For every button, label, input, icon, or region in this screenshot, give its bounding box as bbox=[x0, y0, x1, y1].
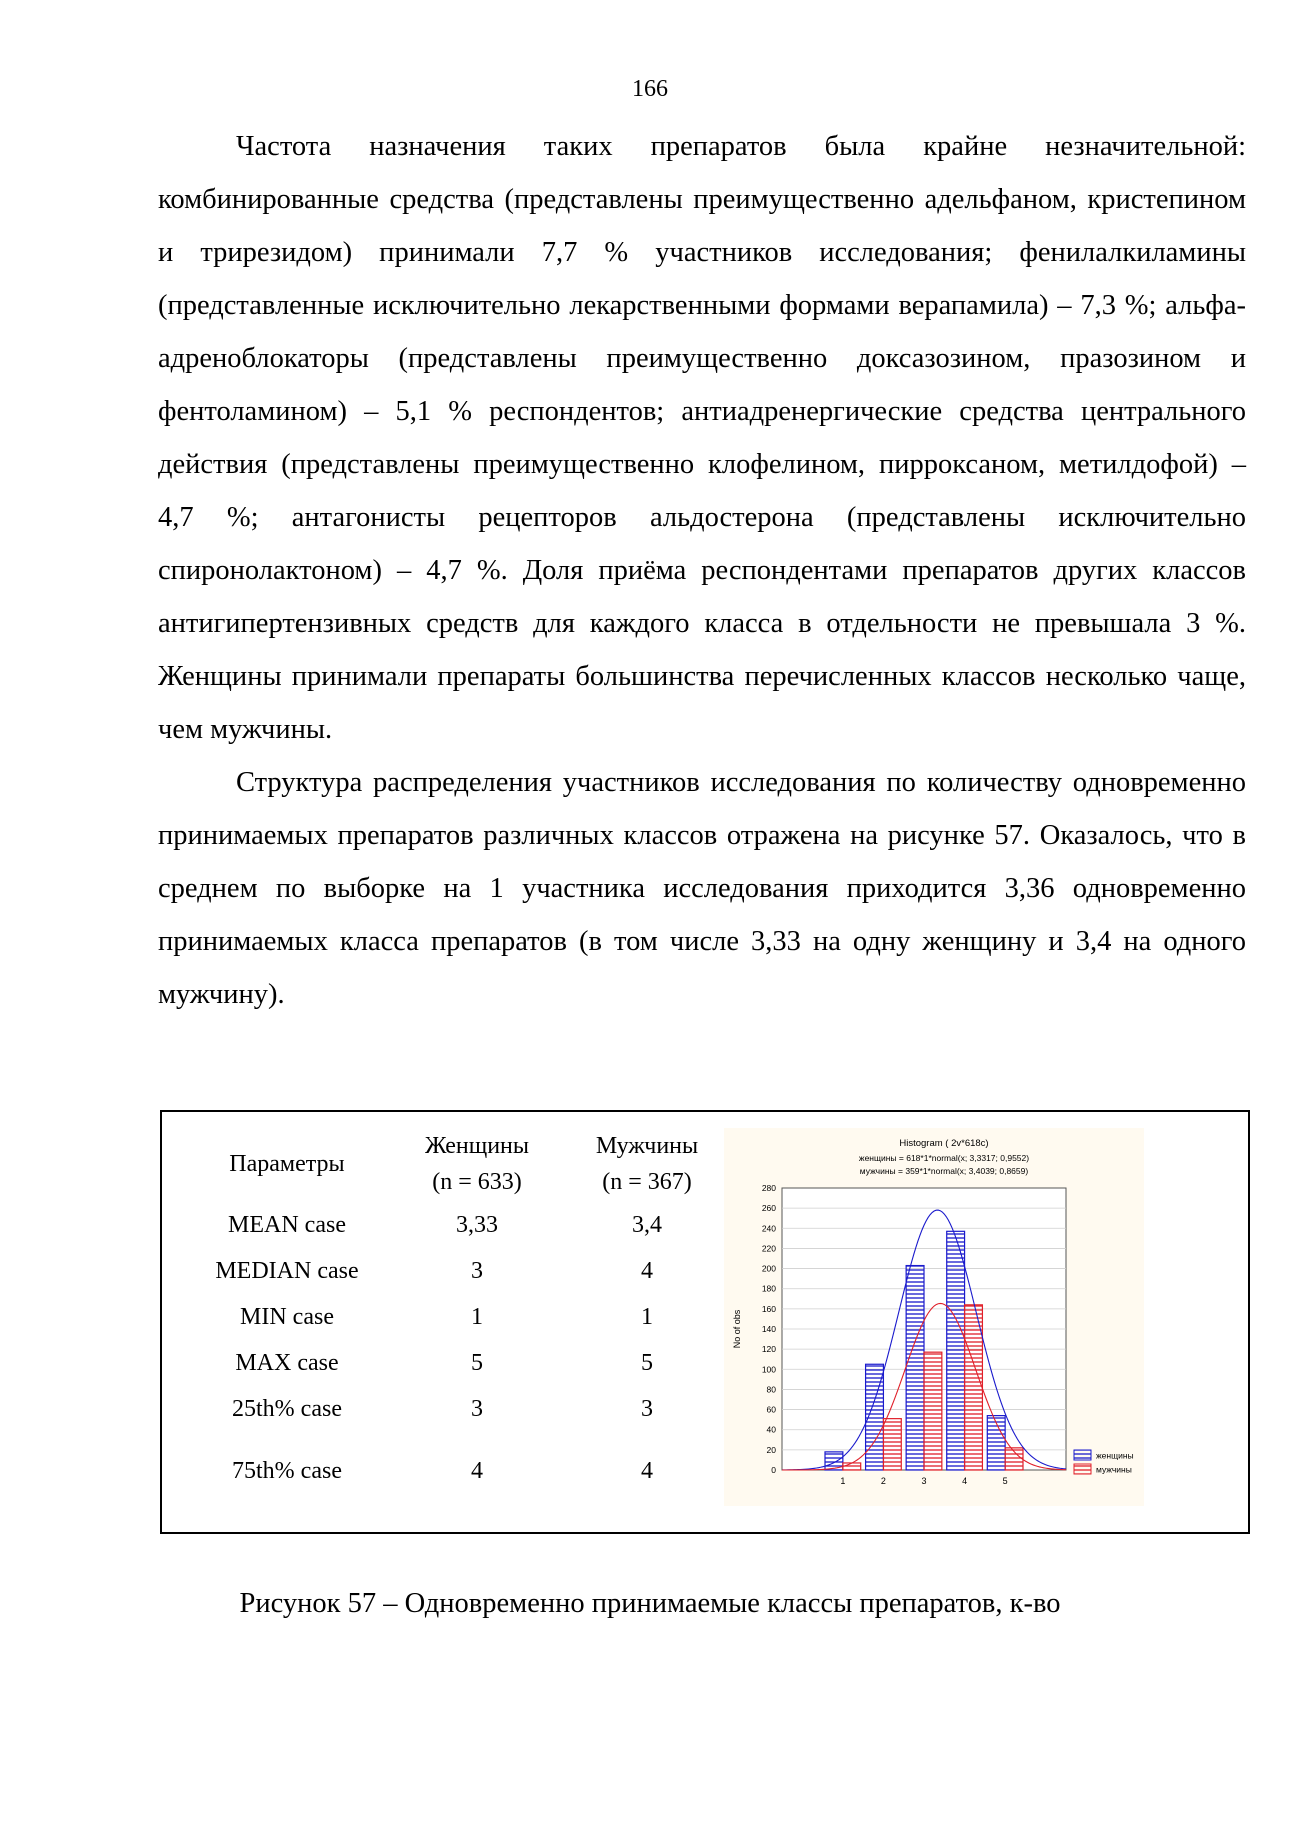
histogram-bar bbox=[924, 1352, 942, 1470]
row-men-value: 3 bbox=[641, 1395, 653, 1422]
row-women-value: 3 bbox=[471, 1395, 483, 1422]
legend-label: женщины bbox=[1096, 1450, 1134, 1461]
y-tick-label: 280 bbox=[761, 1183, 776, 1193]
statistics-table bbox=[182, 1126, 732, 1502]
table-row bbox=[182, 1202, 732, 1248]
row-women-value: 5 bbox=[471, 1349, 483, 1376]
x-tick-label: 3 bbox=[921, 1476, 927, 1486]
row-men-value: 1 bbox=[641, 1303, 653, 1330]
y-tick-label: 0 bbox=[771, 1465, 776, 1475]
table-row bbox=[182, 1294, 732, 1340]
paragraph-1: Частота назначения таких препаратов была крайне незначительной: комбинированные средства (представлены преимущественно адельфаном, кристепином и трирезидом) принимали 7,7 % участников исследования; фенилалкиламины (представленные исключительно лекарственными формами верапамила) – 7,3 %; альфа-адреноблокаторы (представлены преимущественно доксазозином, празозином и фентоламином) – 5,1 % респондентов; антиадренергические средства центрального действия (представлены преимущественно клофелином, пирроксаном, метилдофой) – 4,7 %; антагонисты рецепторов альдостерона (представлены исключительно спиронолактоном) – 4,7 %. Доля приёма респондентами препаратов других классов антигипертензивных средств для каждого класса в отдельности не превышала 3 %. Женщины принимали препараты большинства перечисленных классов несколько чаще, чем мужчины. bbox=[158, 131, 1246, 745]
header-women-title: Женщины bbox=[424, 1133, 530, 1159]
histogram-bar bbox=[843, 1463, 861, 1470]
row-param: MEAN case bbox=[228, 1211, 346, 1238]
x-tick-label: 2 bbox=[880, 1476, 886, 1486]
row-women-value: 3,33 bbox=[456, 1211, 498, 1238]
y-tick-label: 160 bbox=[761, 1303, 776, 1314]
table-header-row bbox=[182, 1126, 732, 1202]
histogram-bar bbox=[947, 1231, 965, 1470]
legend-swatch bbox=[1074, 1464, 1091, 1474]
table-row bbox=[182, 1432, 732, 1502]
header-men-title: Мужчины bbox=[595, 1133, 699, 1159]
table-row bbox=[182, 1340, 732, 1386]
row-param: MAX case bbox=[235, 1349, 339, 1376]
x-tick-label: 5 bbox=[1002, 1476, 1008, 1486]
row-women-value: 3 bbox=[471, 1257, 483, 1284]
histogram-chart bbox=[724, 1128, 1144, 1506]
body-text bbox=[158, 120, 1246, 1021]
header-men-n: (n = 367) bbox=[602, 1169, 692, 1195]
header-params: Параметры bbox=[229, 1151, 345, 1177]
legend-label: мужчины bbox=[1096, 1464, 1132, 1475]
histogram-bar bbox=[906, 1266, 924, 1470]
row-men-value: 3,4 bbox=[632, 1211, 662, 1238]
figure-57 bbox=[160, 1110, 1250, 1534]
y-tick-label: 200 bbox=[761, 1263, 776, 1274]
row-param: 25th% case bbox=[232, 1395, 342, 1422]
row-women-value: 4 bbox=[471, 1457, 483, 1484]
chart-subtitle-line: женщины = 618*1*normal(x; 3,3317; 0,9552) bbox=[858, 1153, 1030, 1163]
table-row bbox=[182, 1248, 732, 1294]
y-tick-label: 40 bbox=[766, 1424, 776, 1435]
page-number: 166 bbox=[632, 76, 668, 102]
y-tick-label: 140 bbox=[761, 1324, 776, 1334]
y-tick-label: 240 bbox=[761, 1223, 776, 1234]
histogram-bar bbox=[883, 1419, 901, 1470]
row-women-value: 1 bbox=[471, 1303, 483, 1330]
y-tick-label: 60 bbox=[766, 1404, 776, 1415]
y-tick-label: 180 bbox=[761, 1283, 776, 1294]
row-param: 75th% case bbox=[232, 1457, 342, 1484]
y-tick-label: 260 bbox=[761, 1203, 776, 1214]
header-men bbox=[562, 1126, 732, 1202]
legend-swatch bbox=[1074, 1450, 1091, 1460]
y-tick-label: 80 bbox=[766, 1384, 776, 1395]
y-tick-label: 20 bbox=[766, 1444, 776, 1455]
x-tick-label: 4 bbox=[962, 1476, 968, 1486]
paragraph-2: Структура распределения участников исследования по количеству одновременно принимаемых препаратов различных классов отражена на рисунке 57. Оказалось, что в среднем по выборке на 1 участника исследования приходится 3,36 одновременно принимаемых класса препаратов (в том числе 3,33 на одну женщину и 3,4 на одного мужчину). bbox=[158, 767, 1246, 1010]
x-tick-label: 1 bbox=[840, 1476, 846, 1486]
y-tick-label: 220 bbox=[761, 1243, 776, 1254]
y-tick-label: 100 bbox=[761, 1364, 776, 1375]
histogram-bar bbox=[965, 1305, 983, 1470]
chart-subtitle-line: мужчины = 359*1*normal(x; 3,4039; 0,8659) bbox=[859, 1166, 1029, 1176]
row-men-value: 4 bbox=[641, 1257, 653, 1284]
row-param: MEDIAN case bbox=[215, 1257, 359, 1284]
row-men-value: 5 bbox=[641, 1349, 653, 1376]
header-women-n: (n = 633) bbox=[432, 1169, 522, 1195]
row-param: MIN case bbox=[240, 1303, 334, 1330]
y-tick-label: 120 bbox=[761, 1344, 776, 1355]
figure-caption: Рисунок 57 – Одновременно принимаемые классы препаратов, к-во bbox=[239, 1588, 1061, 1619]
y-axis-label: No of obs bbox=[732, 1309, 742, 1349]
chart-title: Histogram ( 2v*618c) bbox=[899, 1138, 989, 1149]
table-row bbox=[182, 1386, 732, 1432]
header-women bbox=[392, 1126, 562, 1202]
row-men-value: 4 bbox=[641, 1457, 653, 1484]
